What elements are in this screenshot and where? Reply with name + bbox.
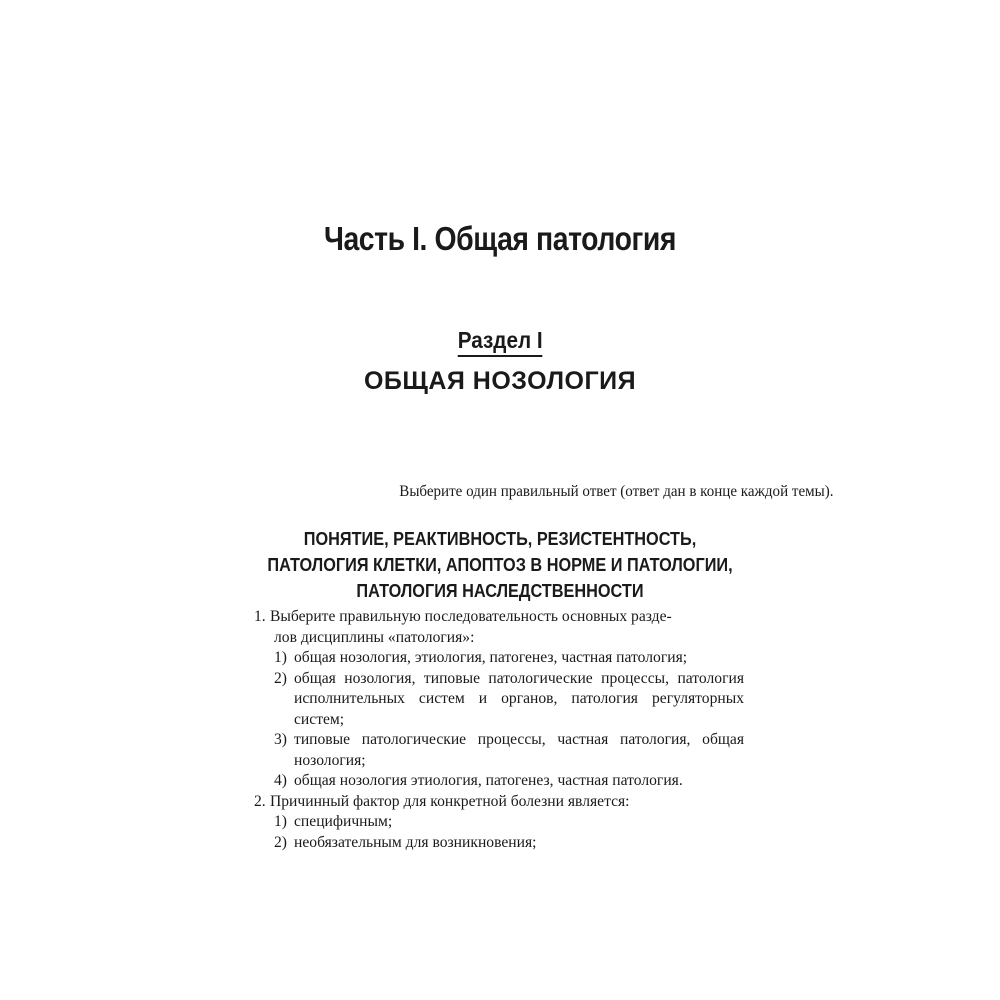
question-text-line: лов дисциплины «патология»:	[274, 628, 475, 646]
answer-option	[254, 771, 744, 792]
topic-title	[0, 526, 1000, 604]
option-text: необязательным для возникновения;	[294, 833, 537, 851]
question-text-line: Причинный фактор для конкретной болезни является:	[270, 792, 630, 810]
option-number: 4)	[274, 772, 287, 789]
question-list	[254, 607, 744, 853]
section-title: ОБЩАЯ НОЗОЛОГИЯ	[363, 367, 637, 395]
answer-option	[254, 833, 744, 854]
option-text: общая нозология этиология, патогенез, частная патология.	[294, 772, 683, 789]
topic-title-line: ПАТОЛОГИЯ НАСЛЕДСТВЕННОСТИ	[356, 580, 644, 601]
option-number: 2)	[274, 669, 287, 687]
question-2	[254, 792, 744, 854]
topic-title-line: ПОНЯТИЕ, РЕАКТИВНОСТЬ, РЕЗИСТЕНТНОСТЬ,	[303, 528, 697, 549]
section-label	[0, 327, 1000, 357]
question-stem	[254, 792, 744, 813]
part-title: Часть I. Общая патология	[323, 220, 677, 257]
option-number: 1)	[274, 649, 287, 666]
question-1	[254, 607, 744, 792]
question-number: 1.	[254, 608, 266, 625]
option-text: общая нозология, этиология, патогенез, частная патология;	[294, 649, 688, 666]
answer-option	[254, 648, 744, 669]
option-text: типовые патологические процессы, частная патология, общая нозология;	[294, 731, 744, 769]
topic-title-line: ПАТОЛОГИЯ КЛЕТКИ, АПОПТОЗ В НОРМЕ И ПАТОЛОГИИ,	[267, 554, 733, 575]
option-text: специфичным;	[294, 813, 393, 830]
option-number: 1)	[274, 813, 287, 830]
answer-option	[254, 730, 744, 771]
answer-option	[254, 812, 744, 833]
question-stem	[254, 607, 744, 648]
answer-option	[254, 669, 744, 731]
instruction-text: Выберите один правильный ответ (ответ дан в конце каждой темы).	[399, 483, 834, 500]
section-label-text: Раздел I	[458, 327, 543, 357]
option-text: общая нозология, типовые патологические процессы, патология исполнительных систем и органов, патология регуляторных систем;	[294, 669, 744, 728]
question-text-line: Выберите правильную последовательность основных разде-	[270, 608, 672, 625]
option-number: 2)	[274, 833, 287, 851]
option-number: 3)	[274, 731, 287, 748]
question-number: 2.	[254, 792, 266, 810]
